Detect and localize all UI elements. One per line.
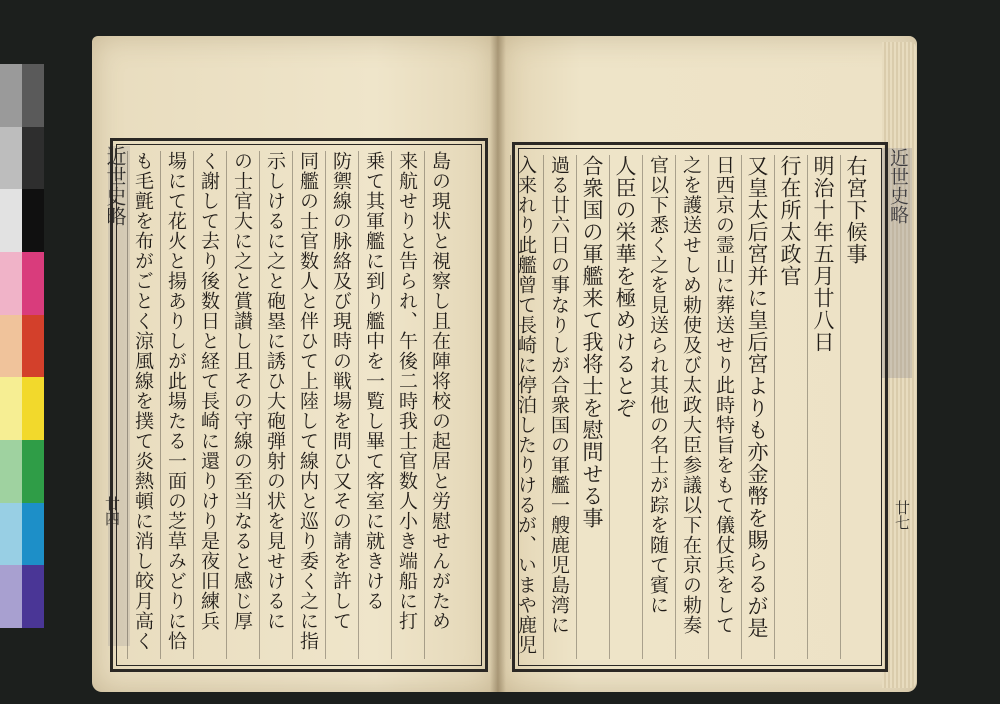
color-swatch xyxy=(0,565,22,628)
text-column: 之を護送せしめ勅使及び太政大臣参議以下在京の勅奏 xyxy=(675,155,706,659)
color-swatch xyxy=(0,127,22,190)
text-column: く謝して去り後数日と経て長崎に還りけり是夜旧練兵 xyxy=(193,151,224,659)
text-column: 示しけるに之と砲塁に誘ひ大砲弾射の状を見せけるに xyxy=(259,151,290,659)
left-page-folio: 廿四 xyxy=(103,496,121,526)
text-column: 場にて花火と揚ありしが此場たる一面の芝草みどりに恰 xyxy=(160,151,191,659)
text-column: 人臣の栄華を極めけるとぞ xyxy=(609,155,640,659)
text-column: 防禦線の脉絡及び現時の戦場を問ひ又その請を許して xyxy=(325,151,356,659)
text-column: も毛氈を布がごとく涼風線を撲て炎熱頓に消し皎月高く xyxy=(127,151,158,659)
book-gutter xyxy=(490,36,506,692)
text-column: 過る廿六日の事なりしが合衆国の軍艦一艘鹿児島湾に xyxy=(543,155,574,659)
text-column: 乗て其軍艦に到り艦中を一覧し畢て客室に就きける xyxy=(358,151,389,659)
color-swatch xyxy=(22,315,44,378)
right-page-running-title: 近世史略 xyxy=(882,148,912,378)
color-swatch xyxy=(0,252,22,315)
color-swatch xyxy=(22,252,44,315)
text-column: 明治十年五月廿八日 xyxy=(807,155,838,659)
color-swatch xyxy=(22,503,44,566)
text-column: 来航せりと告られ、午後二時我士官数人小き端船に打 xyxy=(391,151,422,659)
color-calibration-strip xyxy=(0,64,44,628)
color-swatch xyxy=(22,565,44,628)
text-column: 日西京の霊山に葬送せり此時特旨をもて儀仗兵をして xyxy=(708,155,739,659)
color-swatch xyxy=(0,377,22,440)
left-page-running-title: 近世史略 xyxy=(108,146,130,646)
color-swatch xyxy=(0,189,22,252)
open-book xyxy=(92,30,922,698)
left-text-frame xyxy=(110,138,488,672)
color-swatch xyxy=(0,315,22,378)
text-column: 合衆国の軍艦来て我将士を慰問せる事 xyxy=(576,155,607,659)
color-swatch xyxy=(0,503,22,566)
right-page-folio: 廿七 xyxy=(893,500,911,530)
text-column: 島の現状と視察し且在陣将校の起居と労慰せんがため xyxy=(424,151,455,659)
color-swatch xyxy=(0,64,22,127)
text-column: 行在所太政官 xyxy=(774,155,805,659)
text-column: 官以下悉く之を見送られ其他の名士が踪を随て賓に xyxy=(642,155,673,659)
text-column: 右宮下候事 xyxy=(840,155,871,659)
text-column: 又皇太后宮并に皇后宮よりも亦金幣を賜らるが是 xyxy=(741,155,772,659)
color-swatch xyxy=(0,440,22,503)
text-column: の士官大に之と賞讃し且その守線の至当なると感じ厚 xyxy=(226,151,257,659)
color-swatch xyxy=(22,127,44,190)
color-swatch xyxy=(22,64,44,127)
text-column: 同艦の士官数人と伴ひて上陸して線内と巡り委く之に指 xyxy=(292,151,323,659)
color-swatch xyxy=(22,189,44,252)
right-text-frame xyxy=(512,142,888,672)
color-swatch xyxy=(22,377,44,440)
text-column: 入来れり此艦曾て長崎に停泊したりけるが、いまや鹿児 xyxy=(510,155,541,659)
color-swatch xyxy=(22,440,44,503)
